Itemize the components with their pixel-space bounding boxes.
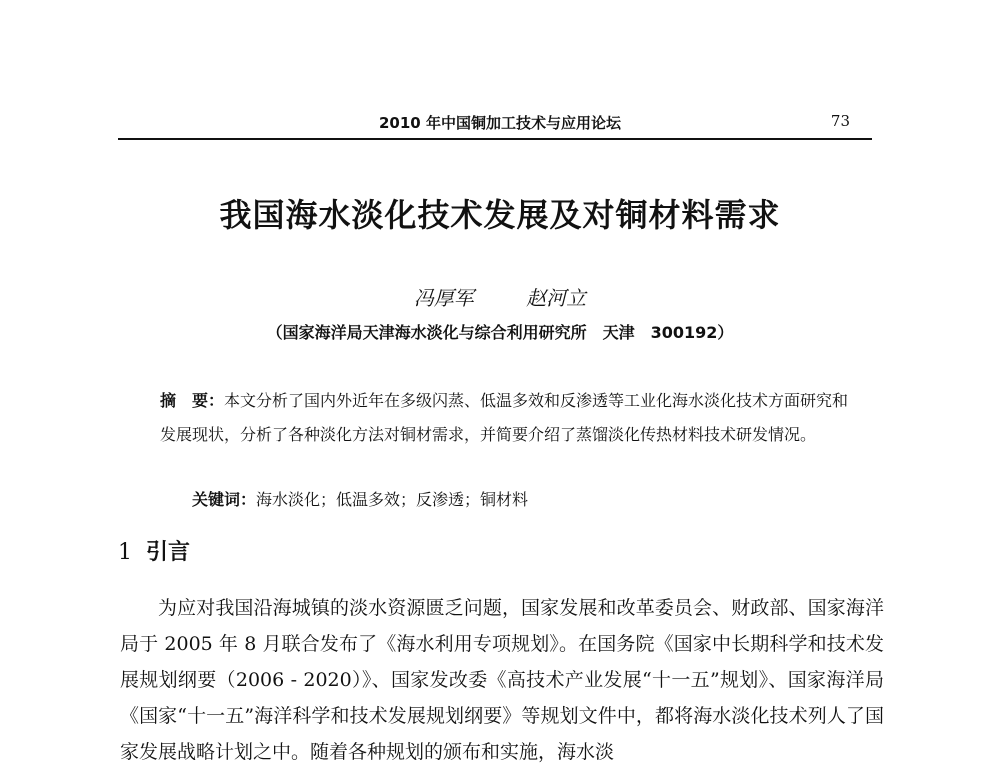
running-header-title: 2010 年中国铜加工技术与应用论坛: [379, 114, 621, 132]
page-number: 73: [830, 112, 850, 130]
keywords-text: 海水淡化；低温多效；反渗透；铜材料: [256, 490, 529, 509]
section-heading: [118, 535, 190, 566]
body-paragraph: 为应对我国沿海城镇的淡水资源匮乏问题，国家发展和改革委员会、财政部、国家海洋局于 2005 年 8 月联合发布了《海水利用专项规划》。在国务院《国家中长期科学和技术发展规划纲要（2006 - 2020）》、国家发改委《高技术产业发展“十一五”规划》、国家海洋局《国家“十一五”海洋科学和技术发展规划纲要》等规划文件中，都将海水淡化技术列人了国家发展战略计划之中。随着各种规划的颁布和实施，海水淡: [120, 597, 884, 763]
abstract-label: 摘 要：: [160, 391, 225, 410]
affiliation: （国家海洋局天津海水淡化与综合利用研究所 天津 300192）: [266, 323, 734, 342]
header-rule: [118, 138, 872, 140]
section-number: 1: [118, 540, 132, 565]
author-list: [0, 282, 1000, 311]
paper-title: 我国海水淡化技术发展及对铜材料需求: [219, 196, 781, 234]
abstract: [160, 384, 850, 452]
author-name: 赵河立: [526, 286, 587, 310]
abstract-text: 本文分析了国内外近年在多级闪蒸、低温多效和反渗透等工业化海水淡化技术方面研究和发展现状，分析了各种淡化方法对铜材需求，并简要介绍了蒸馏淡化传热材料技术研发情况。: [160, 391, 849, 444]
author-name: 冯厚军: [413, 286, 474, 310]
keywords: [192, 486, 852, 514]
section-title: 引言: [146, 539, 191, 565]
keywords-label: 关键词：: [192, 490, 257, 509]
